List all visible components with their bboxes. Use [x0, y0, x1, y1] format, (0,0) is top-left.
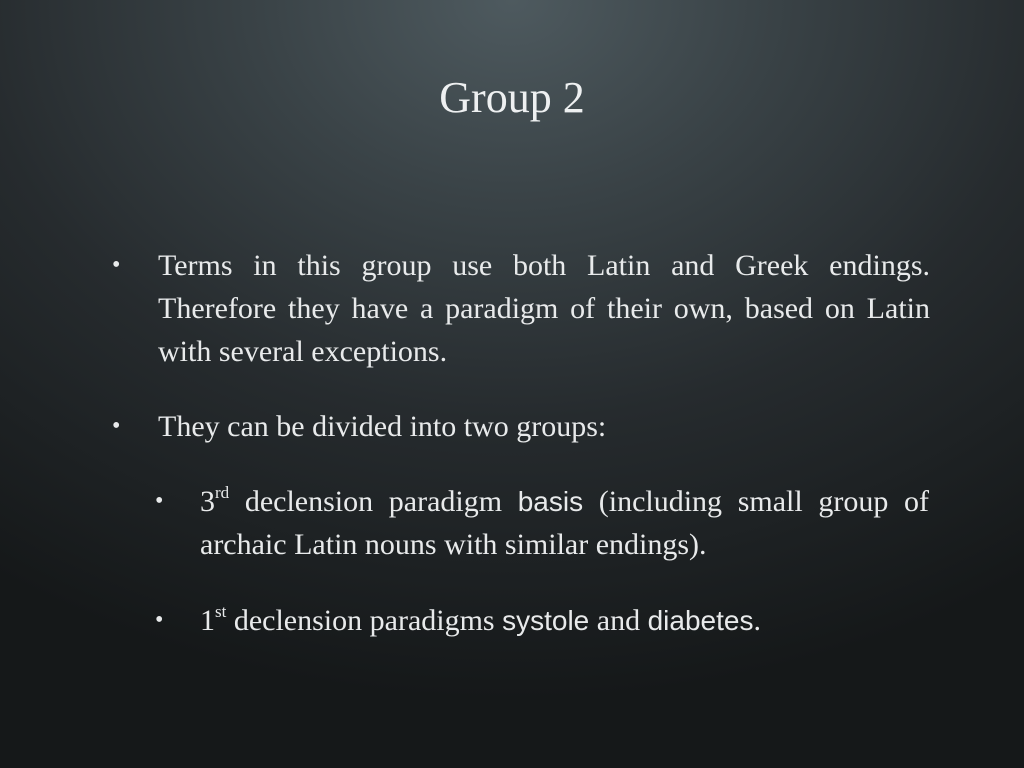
bullet-text: They can be divided into two groups:: [158, 410, 607, 443]
ordinal-number: 3: [200, 485, 215, 518]
bullet-dot-icon: •: [112, 413, 121, 439]
bullet-dot-icon: •: [112, 252, 121, 278]
paradigm-term: diabetes: [647, 605, 754, 636]
sub-bullet-end: .: [753, 604, 761, 637]
sub-bullet-text: [200, 599, 960, 642]
ordinal-number: 1: [200, 604, 215, 637]
slide-title: Group 2: [439, 73, 585, 122]
sub-bullet-post: (including small group of archaic Latin nouns with similar endings).: [200, 485, 929, 561]
sub-bullet-pre: declension paradigm: [229, 485, 518, 518]
sub-bullet-pre: declension paradigms: [226, 604, 503, 637]
sub-bullet-mid: and: [589, 604, 648, 637]
paradigm-term: systole: [502, 605, 590, 636]
ordinal-suffix: st: [215, 602, 227, 621]
bullet-text: Terms in this group use both Latin and Greek endings. Therefore they have a paradigm of their own, based on Latin with several exceptions.: [158, 249, 930, 368]
ordinal-suffix: rd: [215, 483, 230, 502]
bullet-dot-icon: •: [155, 607, 164, 633]
bullet-dot-icon: •: [155, 488, 164, 514]
paradigm-term: basis: [517, 486, 584, 517]
sub-bullet-text: [200, 480, 929, 566]
